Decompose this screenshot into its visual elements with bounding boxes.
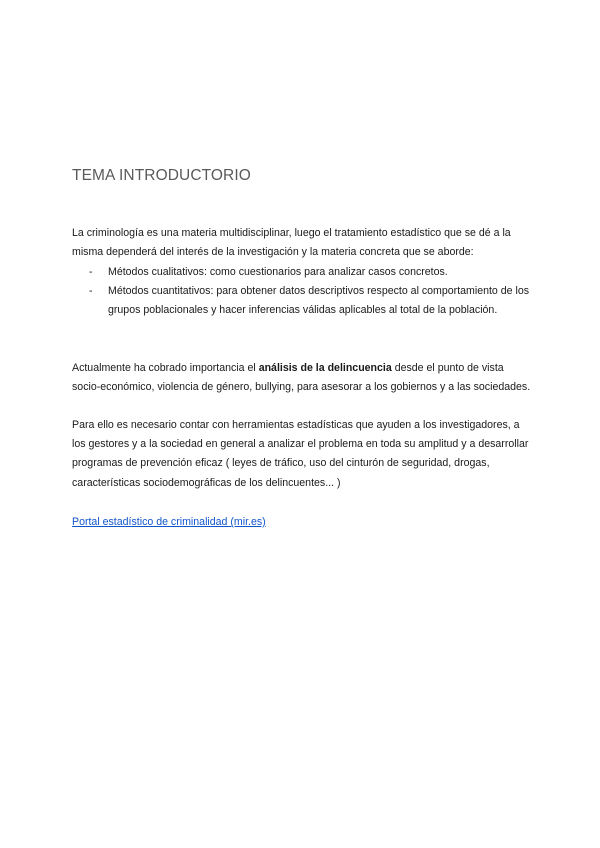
methods-list xyxy=(72,263,532,321)
analysis-paragraph xyxy=(72,359,532,397)
method-qualitative: Métodos cualitativos: como cuestionarios para analizar casos concretos. xyxy=(108,266,448,278)
analysis-bold-phrase: análisis de la delincuencia xyxy=(258,362,392,374)
list-item xyxy=(72,282,532,320)
tools-paragraph: Para ello es necesario contar con herramientas estadísticas que ayuden a los investigadores, a los gestores y a la sociedad en general a analizar el problema en toda su amplitud y a desarrollar programas de prevención eficaz ( leyes de tráfico, uso del cinturón de seguridad, drogas, características sociodemográficas de los delincuentes... ) xyxy=(72,419,529,489)
analysis-text-before: Actualmente ha cobrado importancia el xyxy=(72,362,259,374)
page-title: TEMA INTRODUCTORIO xyxy=(72,167,251,184)
portal-link[interactable]: Portal estadístico de criminalidad (mir.es) xyxy=(72,516,266,528)
analysis-text-after: desde el punto de vista socio-económico, violencia de género, bullying, para asesorar a los gobiernos y a las sociedades. xyxy=(72,362,531,394)
list-dash: - xyxy=(89,266,93,278)
list-dash: - xyxy=(89,285,93,298)
list-item xyxy=(72,263,532,282)
intro-paragraph: La criminología es una materia multidisciplinar, luego el tratamiento estadístico que se dé a la misma dependerá del interés de la investigación y la materia concreta que se aborde: xyxy=(72,227,511,259)
method-quantitative: Métodos cuantitativos: para obtener datos descriptivos respecto al comportamiento de los grupos poblacionales y hacer inferencias válidas aplicables al total de la población. xyxy=(108,285,530,317)
